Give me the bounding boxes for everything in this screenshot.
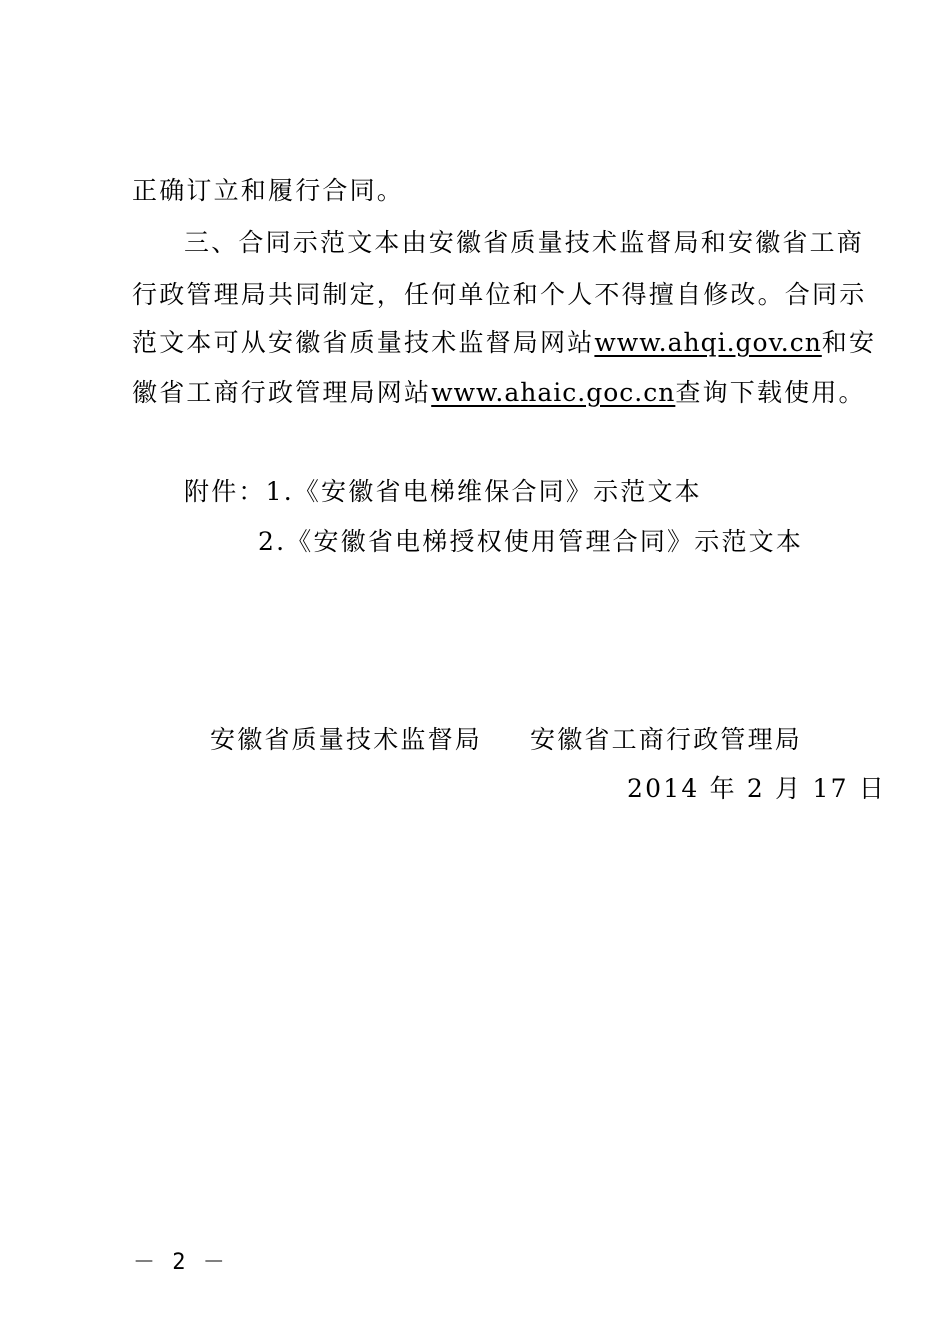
body-line-5 — [132, 375, 866, 411]
attachment-item-1 — [184, 474, 702, 510]
org-name: 安徽省质量技术监督局 — [210, 725, 483, 754]
website-link-ahqi[interactable]: www.ahqi.gov.cn — [594, 328, 822, 357]
body-text: 查询下载使用。 — [675, 378, 866, 407]
page-number: － 2 － — [133, 1250, 227, 1275]
signature-org-commerce-bureau — [530, 722, 802, 758]
body-text: 正确订立和履行合同。 — [132, 176, 405, 205]
attachment-title: 1.《安徽省电梯维保合同》示范文本 — [265, 477, 702, 506]
body-line-3 — [132, 277, 866, 313]
body-text: 三、合同示范文本由安徽省质量技术监督局和安徽省工商 — [184, 228, 865, 257]
attachment-title: 2.《安徽省电梯授权使用管理合同》示范文本 — [258, 527, 804, 556]
signature-org-quality-bureau — [210, 722, 482, 758]
website-link-ahaic[interactable]: www.ahaic.goc.cn — [431, 378, 676, 407]
body-line-1 — [132, 173, 404, 209]
org-name: 安徽省工商行政管理局 — [530, 725, 803, 754]
body-text: 徽省工商行政管理局网站 — [132, 378, 432, 407]
body-line-4 — [132, 325, 876, 361]
date-text: 2014 年 2 月 17 日 — [627, 774, 887, 803]
attachment-item-2 — [258, 524, 803, 560]
signature-date — [627, 771, 886, 807]
body-text: 行政管理局共同制定，任何单位和个人不得擅自修改。合同示 — [132, 280, 867, 309]
body-line-2 — [184, 225, 864, 261]
attachment-label: 附件： — [184, 477, 266, 506]
body-text: 范文本可从安徽省质量技术监督局网站 — [132, 328, 595, 357]
body-text: 和安 — [821, 328, 877, 357]
